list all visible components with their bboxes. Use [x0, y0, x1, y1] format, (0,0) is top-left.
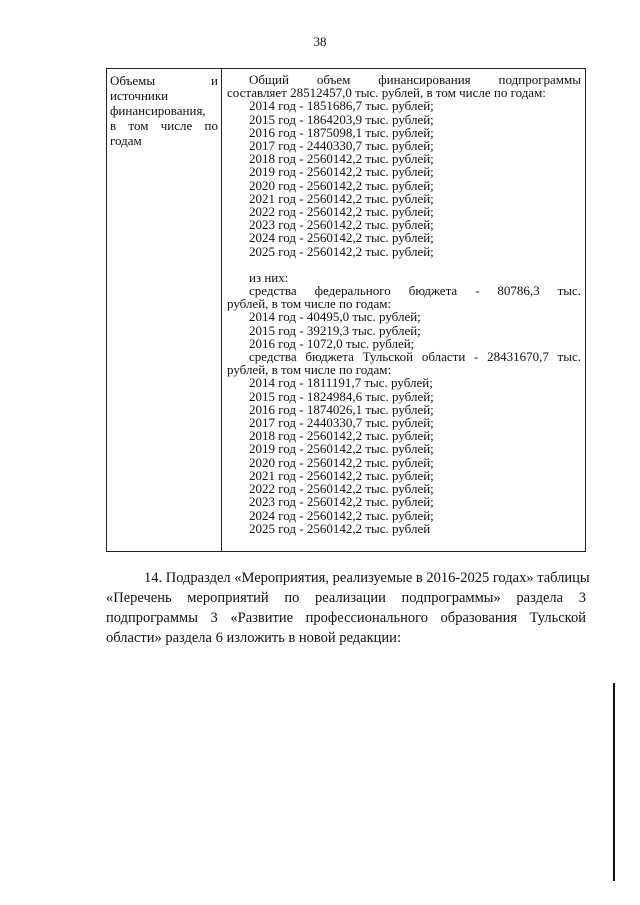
regional-year-row: 2018 год - 2560142,2 тыс. рублей; [249, 428, 434, 444]
total-year-row: 2021 год - 2560142,2 тыс. рублей; [249, 190, 434, 206]
label-line: годам [110, 133, 142, 148]
total-year-row: 2024 год - 2560142,2 тыс. рублей; [249, 230, 434, 246]
federal-year-row: 2015 год - 39219,3 тыс. рублей; [249, 322, 421, 338]
amendment-paragraph [106, 568, 590, 648]
federal-year-row: 2016 год - 1072,0 тыс. рублей; [249, 335, 415, 351]
total-year-row: 2025 год - 2560142,2 тыс. рублей; [249, 243, 434, 259]
regional-year-row: 2023 год - 2560142,2 тыс. рублей; [249, 494, 434, 510]
regional-year-row: 2015 год - 1824984,6 тыс. рублей; [249, 388, 434, 404]
regional-funding-line: средства бюджета Тульской области - 28431670,7 тыс. [249, 349, 581, 365]
paragraph-line: «Перечень мероприятий по реализации подпрограммы» раздела 3 [106, 590, 586, 606]
label-line: в том числе по [110, 118, 218, 133]
regional-year-row: 2025 год - 2560142,2 тыс. рублей [249, 520, 431, 536]
federal-year-row: 2014 год - 40495,0 тыс. рублей; [249, 309, 421, 325]
label-line: финансирования, [110, 103, 206, 118]
regional-year-row: 2022 год - 2560142,2 тыс. рублей; [249, 481, 434, 497]
page-number: 38 [313, 34, 327, 49]
total-year-row: 2016 год - 1875098,1 тыс. рублей; [249, 124, 434, 140]
total-funding-line: составляет 28512457,0 тыс. рублей, в том числе по годам: [227, 85, 546, 101]
paragraph-line: области» раздела 6 изложить в новой редакции: [106, 630, 401, 646]
regional-funding-line: рублей, в том числе по годам: [227, 362, 392, 378]
total-year-row: 2017 год - 2440330,7 тыс. рублей; [249, 138, 434, 154]
total-year-row: 2019 год - 2560142,2 тыс. рублей; [249, 164, 434, 180]
paragraph-line: 14. Подраздел «Мероприятия, реализуемые в 2016-2025 годах» таблицы [144, 570, 590, 586]
margin-line [613, 683, 615, 881]
total-year-row: 2022 год - 2560142,2 тыс. рублей; [249, 204, 434, 220]
regional-year-row: 2020 год - 2560142,2 тыс. рублей; [249, 454, 434, 470]
federal-funding-line: средства федерального бюджета - 80786,3 тыс. [249, 283, 581, 299]
of-them-label: из них: [249, 269, 289, 285]
regional-year-row: 2014 год - 1811191,7 тыс. рублей; [249, 375, 433, 391]
regional-year-row: 2017 год - 2440330,7 тыс. рублей; [249, 415, 434, 431]
spacer [227, 258, 581, 271]
regional-year-row: 2019 год - 2560142,2 тыс. рублей; [249, 441, 434, 457]
total-funding-line: Общий объем финансирования подпрограммы [249, 72, 581, 87]
total-year-row: 2014 год - 1851686,7 тыс. рублей; [249, 98, 434, 114]
regional-year-row: 2016 год - 1874026,1 тыс. рублей; [249, 401, 434, 417]
funding-table [106, 68, 586, 552]
paragraph-line: подпрограммы 3 «Развитие профессионального образования Тульской [106, 610, 586, 626]
label-line: Объемы и [110, 73, 218, 88]
total-year-row: 2020 год - 2560142,2 тыс. рублей; [249, 177, 434, 193]
regional-year-row: 2021 год - 2560142,2 тыс. рублей; [249, 467, 434, 483]
total-year-row: 2018 год - 2560142,2 тыс. рублей; [249, 151, 434, 167]
label-line: источники [110, 88, 169, 103]
table-label-cell [107, 69, 222, 551]
total-year-row: 2023 год - 2560142,2 тыс. рублей; [249, 217, 434, 233]
total-year-row: 2015 год - 1864203,9 тыс. рублей; [249, 111, 434, 127]
regional-year-row: 2024 год - 2560142,2 тыс. рублей; [249, 507, 434, 523]
federal-funding-line: рублей, в том числе по годам: [227, 296, 392, 312]
table-value-cell [222, 69, 585, 551]
